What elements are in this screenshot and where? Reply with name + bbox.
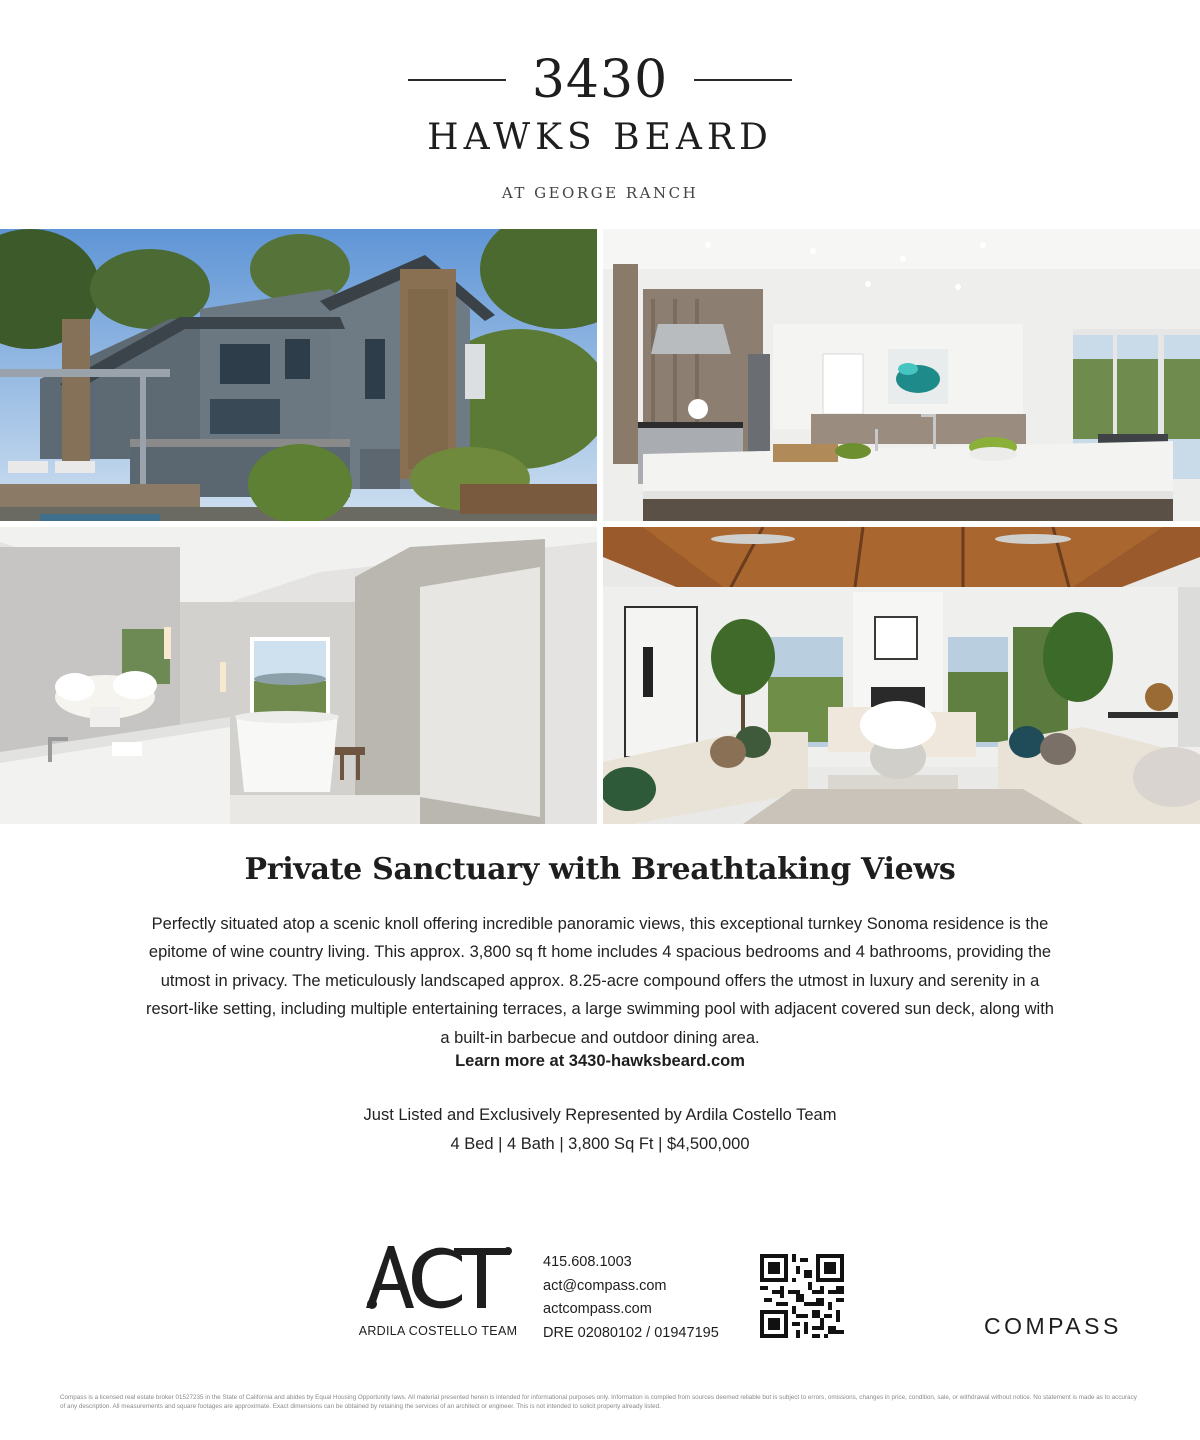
address-number-row xyxy=(0,48,1200,112)
community-name: AT GEORGE RANCH xyxy=(501,184,699,202)
listing-header xyxy=(0,48,1200,202)
dre-license: DRE 02080102 / 01947195 xyxy=(543,1324,719,1341)
photo-bathroom xyxy=(0,527,597,824)
qr-code-icon[interactable] xyxy=(760,1254,844,1338)
photo-exterior xyxy=(0,229,597,521)
property-stats: 4 Bed | 4 Bath | 3,800 Sq Ft | $4,500,000 xyxy=(450,1135,750,1153)
team-name: ARDILA COSTELLO TEAM xyxy=(358,1324,518,1338)
contact-block xyxy=(543,1251,719,1345)
compass-brand-logo: COMPASS xyxy=(984,1313,1122,1339)
left-divider xyxy=(408,79,506,81)
listing-headline: Private Sanctuary with Breathtaking Views xyxy=(244,852,956,887)
address-number: 3430 xyxy=(531,50,669,110)
phone-number[interactable]: 415.608.1003 xyxy=(543,1254,632,1270)
photo-kitchen xyxy=(603,229,1200,521)
website-link[interactable]: actcompass.com xyxy=(543,1301,652,1317)
legal-disclaimer: Compass is a licensed real estate broker 01527235 in the State of California and abides by Equal Housing Opportunity laws. All material presented herein is intended for informational purposes only. Information is compiled from sources deemed reliable but is subject to errors, omissions, changes in price, condition, sale, or withdrawal without notice. No statement is made as to accuracy of any description. All measurements and square footages are approximate. Exact dimensions can be obtained by retaining the services of an architect or engineer. This is not intended to solicit property already listed. xyxy=(60,1394,1137,1410)
act-team-logo xyxy=(358,1240,518,1340)
right-divider xyxy=(694,79,792,81)
street-name: HAWKS BEARD xyxy=(427,117,773,158)
photo-living-room xyxy=(603,527,1200,824)
listing-description: Perfectly situated atop a scenic knoll offering incredible panoramic views, this exceptional turnkey Sonoma residence is the epitome of wine country living. This approx. 3,800 sq ft home includes 4 spacious bedrooms and 4 bathrooms, providing the utmost in privacy. The meticulously landscaped approx. 8.25-acre compound offers the utmost in luxury and serenity in a resort-like setting, including multiple entertaining terraces, a large swimming pool with adjacent covered sun deck, along with a built-in barbecue and outdoor dining area. xyxy=(146,915,1054,1047)
listed-by-text: Just Listed and Exclusively Represented by Ardila Costello Team xyxy=(363,1106,837,1124)
learn-more-link[interactable]: Learn more at 3430-hawksbeard.com xyxy=(455,1052,745,1070)
email-address[interactable]: act@compass.com xyxy=(543,1277,667,1294)
act-monogram-icon xyxy=(358,1240,518,1320)
